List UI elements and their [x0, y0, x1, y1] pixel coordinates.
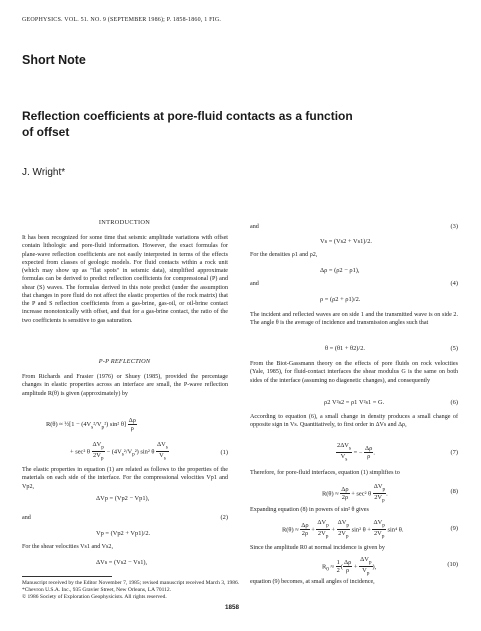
- equation-5-number: (5): [450, 345, 458, 352]
- and-label-left: and: [22, 515, 31, 521]
- equation-7-number: (7): [450, 449, 458, 456]
- density-paragraph: For the densities ρ1 and ρ2,: [250, 252, 318, 258]
- after-eq9-paragraph: Since the amplitude R0 at normal incidence is given by: [250, 545, 385, 551]
- equation-5: θ = (θ1 + θ2)/2.: [325, 345, 365, 352]
- page-number: 1858: [225, 604, 240, 611]
- equation-1-line-2: + sec² θ $\frac{\Delta V_p}{2V_p}$ − $(4V_s^2/V_p^2)$ sin² θ $\frac{\Delta V_s}{V_s}$: [70, 441, 168, 462]
- equation-9-number: (9): [450, 525, 458, 532]
- after-eq8-paragraph: Expanding equation (8) in powers of sin² θ gives: [250, 507, 369, 513]
- equation-delta-vp: ΔVp = (Vp2 − Vp1),: [96, 495, 150, 502]
- shear-paragraph: For the shear velocities Vs1 and Vs2,: [22, 544, 113, 550]
- after-eq1-paragraph: The elastic properties in equation (1) are related as follows to the properties of the materials on each side of the interface. For the compressional velocities Vp1 and Vp2,: [22, 467, 228, 490]
- section-heading-pp-reflection: P-P REFLECTION: [98, 358, 151, 365]
- equation-1-number: (1): [220, 449, 228, 456]
- equation-rho: ρ = (ρ2 + ρ1)/2.: [320, 296, 361, 303]
- equation-7: $\frac{2\Delta V_s}{V_s}$ = − $\frac{\Delta\rho}{\rho}$ .: [337, 442, 375, 463]
- equation-6-number: (6): [450, 399, 458, 406]
- biot-paragraph: From the Biot-Gassmann theory on the effects of pore fluids on rock velocities (Yale, 1985), for fluid-contact interfaces the shear modulus G is the same on both sides of the interface (assuming no diagenetic changes), and consequently: [250, 361, 458, 384]
- author: J. Wright*: [22, 167, 66, 178]
- equation-3-number: (3): [450, 223, 458, 230]
- footnote-rule: [22, 576, 112, 577]
- equation-4-number: (4): [450, 280, 458, 287]
- equation-8: R(θ) ≈ $\frac{\Delta\rho}{2\rho}$ + sec² θ $\frac{\Delta V_p}{2V_p}$ .: [322, 483, 388, 504]
- journal-header: GEOPHYSICS. VOL. 51. NO. 9 (SEPTEMBER 1986); P. 1858-1860, 1 FIG.: [22, 17, 222, 23]
- footnote-received: Manuscript received by the Editor November 7, 1985; revised manuscript received March 3, 1986.: [22, 580, 240, 586]
- and-label-right-2: and: [250, 281, 259, 287]
- paper-title: Reflection coefficients at pore-fluid contacts as a function of offset: [22, 109, 353, 139]
- pp-paragraph: From Richards and Frasier (1976) or Shuey (1985), provided the percentage changes in elastic properties across an interface are small, the P-wave reflection amplitude R(θ) is given (approximately) by: [22, 374, 228, 397]
- intro-paragraph: It has been recognized for some time that seismic amplitude variations with offset contain lithologic and pore-fluid information. However, the exact formulas for plane-wave reflection coefficients are not easily interpreted in terms of the effects expected from classes of geologic models. For fluid contacts within a rock unit (which may show up as "flat spots" in seismic data), simplified approximate formulas can be derived to predict reflection coefficients for compressional (P) and shear (S) waves. The formulas derived in this note predict (under the assumption that changes in pore fluid do not affect the elastic properties of the rock matrix) that the P and S reflection coefficients from a gas-brine, gas-oil, or oil-brine contact increase monotonically with offset, and that for a gas-brine contact, the ratio of the two coefficients is sensitive to gas saturation.: [22, 235, 228, 324]
- equation-10-number: (10): [447, 561, 458, 568]
- equation-9: R(θ) ≈ $\frac{\Delta\rho}{2\rho}$ + $\frac{\Delta V_p}{2V_p}$ + $\frac{\Delta V_p}{2V_p}$ sin² θ + $\frac{\Delta V_p}{2V_p}$ sin⁴ θ.: [282, 519, 404, 540]
- equation-2-number: (2): [220, 514, 228, 521]
- equation-vp: Vp = (Vp2 + Vp1)/2.: [96, 530, 151, 537]
- equation-8-number: (8): [450, 488, 458, 495]
- after-eq6-paragraph: According to equation (6), a small change in density produces a small change of opposite sign in Vs. Quantitatively, to first order in ΔVs and Δρ,: [250, 414, 458, 429]
- equation-1-line-1: R(θ) ≈ ½[1 − $(4V_s^2/V_p^2)$ sin² θ] $\frac{\Delta\rho}{\rho}$: [46, 417, 136, 432]
- equation-10: $R_0$ ≈ $\frac{1}{2}$ ( $\frac{\Delta\rho}{\rho}$ + $\frac{\Delta V_p}{V_p}$ ),: [322, 556, 377, 577]
- article-type: Short Note: [22, 53, 86, 67]
- section-heading-introduction: INTRODUCTION: [98, 219, 151, 226]
- equation-vs: Vs = (Vs2 + Vs1)/2.: [320, 238, 373, 245]
- after-eq7-paragraph: Therefore, for pore-fluid interfaces, equation (1) simplifies to: [250, 470, 400, 476]
- and-label-right: and: [250, 224, 259, 230]
- incident-paragraph: The incident and reflected waves are on side 1 and the transmitted wave is on side 2. The angle θ is the average of incidence and transmission angles such that: [250, 312, 458, 327]
- after-eq10-paragraph: equation (9) becomes, at small angles of incidence,: [250, 579, 375, 585]
- footnote-affiliation: *Chevron U.S.A. Inc., 935 Gravier Street, New Orleans, LA 70112.: [22, 587, 172, 593]
- footnote-copyright: © 1986 Society of Exploration Geophysicists. All rights reserved.: [22, 594, 167, 600]
- equation-delta-vs: ΔVs = (Vs2 − Vs1),: [96, 559, 148, 566]
- equation-6: ρ2 V²s2 = ρ1 V²s1 = G.: [324, 399, 385, 406]
- equation-delta-rho: Δρ = (ρ2 − ρ1),: [320, 267, 360, 274]
